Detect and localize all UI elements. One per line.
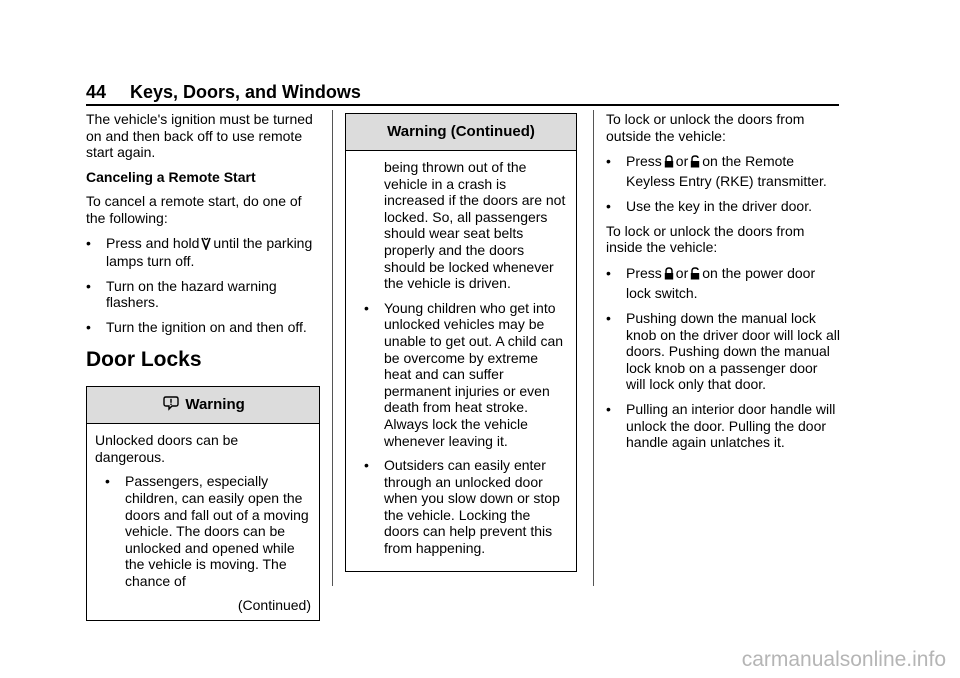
list-item: • Use the key in the driver door. xyxy=(606,198,812,215)
inside-lock-intro: To lock or unlock the doors from inside the vehicle: xyxy=(606,222,805,256)
header-rule xyxy=(86,104,839,106)
door-locks-heading: Door Locks xyxy=(86,347,202,371)
warning-title: Warning xyxy=(185,396,245,414)
warning-continued-paragraph: being thrown out of the vehicle in a crash is increased if the doors are not locked. So, all passengers should wear seat belts properly and the doors should be locked whenever the vehicle is driven. xyxy=(384,159,566,292)
warning-box-continued xyxy=(345,113,577,572)
watermark: carmanualsonline.info xyxy=(741,648,946,671)
list-item: • Press and hold until the parking lamps turn off. xyxy=(86,234,313,270)
list-item: • Pulling an interior door handle will unlock the door. Pulling the door handle again unlatches it. xyxy=(606,400,836,451)
outside-lock-intro: To lock or unlock the doors from outside the vehicle: xyxy=(606,111,805,144)
column-divider-2 xyxy=(593,110,594,586)
warning-continued-header: Warning (Continued) xyxy=(346,114,576,151)
list-item: • Young children who get into unlocked vehicles may be unable to get out. A child can be overcome by extreme heat and can suffer permanent injuries or even death from heat stroke. Always lock the vehicle whenever leaving it. xyxy=(364,299,564,449)
list-item: • Turn on the hazard warning flashers. xyxy=(86,277,277,311)
canceling-subheading: Canceling a Remote Start xyxy=(86,168,256,185)
remote-start-icon xyxy=(201,237,211,254)
list-item: • Passengers, especially children, can easily open the doors and fall out of a moving vehicle. The doors can be unlocked and opened while the vehicle is moving. The chance of xyxy=(105,473,309,589)
cancel-instructions: To cancel a remote start, do one of the following: xyxy=(86,193,302,226)
warning-continued-body xyxy=(346,151,576,571)
lock-icon xyxy=(664,266,674,284)
lock-icon xyxy=(664,154,674,172)
warning-header xyxy=(87,387,319,424)
column-2 xyxy=(345,113,577,572)
list-item: • Outsiders can easily enter through an unlocked door when you slow down or stop the vehicle. Locking the doors can help prevent this from happening. xyxy=(364,457,560,557)
list-item: • Turn the ignition on and then off. xyxy=(86,318,307,335)
continued-label: (Continued) xyxy=(237,597,311,614)
bullet-dot: • xyxy=(86,234,91,251)
page-header xyxy=(86,82,361,103)
list-item: • Press or on the Remote Keyless Entry (RKE) transmitter. xyxy=(606,153,827,190)
unlock-icon xyxy=(690,266,700,284)
column-divider-1 xyxy=(332,110,333,586)
warning-intro: Unlocked doors can be dangerous. xyxy=(95,432,239,465)
warning-body xyxy=(87,424,319,620)
list-item: • Pushing down the manual lock knob on the driver door will lock all doors. Pushing down the manual lock knob on a passenger door will lock only that door. xyxy=(606,309,840,393)
warning-icon xyxy=(163,389,179,425)
column-1 xyxy=(86,111,320,621)
section-title: Keys, Doors, and Windows xyxy=(130,82,361,102)
list-item: • Press or on the power door lock switch. xyxy=(606,264,816,301)
warning-box xyxy=(86,386,320,621)
unlock-icon xyxy=(690,154,700,172)
page-number: 44 xyxy=(86,82,107,102)
remote-start-note: The vehicle's ignition must be turned on and then back off to use remote start again. xyxy=(86,111,313,161)
column-3 xyxy=(606,111,840,459)
